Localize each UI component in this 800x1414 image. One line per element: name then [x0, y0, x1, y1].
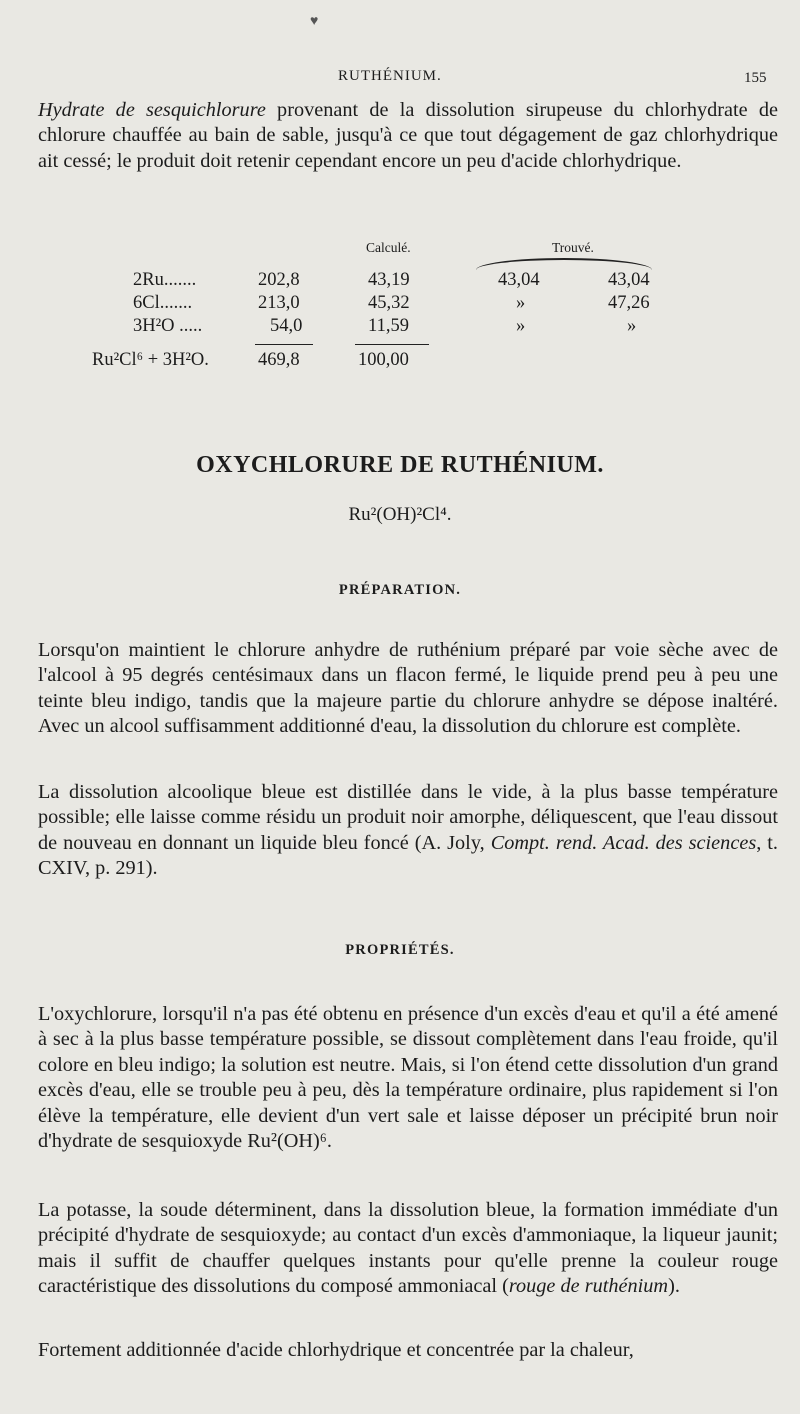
preparation-p2-end: , t. CXIV, p. 291).: [38, 831, 778, 880]
row-label: 2Ru.......: [133, 270, 197, 290]
intro-paragraph: [38, 98, 778, 174]
row-found1: »: [516, 316, 526, 336]
intro-text: provenant de la dissolution sirupeuse du chlorhydrate de chlorure chauffée au bain de sable, jusqu'à ce que tout dégagement de gaz chlorhydrique ait cessé; le produit doit retenir cependant encore un peu d'acide chlorhydrique.: [38, 99, 778, 172]
section-formula: Ru²(OH)²Cl⁴.: [348, 504, 452, 525]
total-label: Ru²Cl⁶ + 3H²O.: [92, 350, 209, 370]
analysis-table: [0, 238, 800, 388]
header-trouve: Trouvé.: [552, 240, 594, 255]
row-label: 6Cl.......: [133, 293, 193, 313]
preparation-paragraph-1: Lorsqu'on maintient le chlorure anhydre de ruthénium préparé par voie sèche avec de l'alcool à 95 degrés centésimaux dans un flacon fermé, le liquide prend peu à peu une teinte bleu indigo, tandis que la majeure partie du chlorure anhydre se dépose inaltéré. Avec un alcool suffisamment additionné d'eau, la dissolution du chlorure est complète.: [38, 639, 778, 738]
intro-italic-lead: Hydrate de sesquichlorure: [38, 99, 266, 121]
page-number: 155: [744, 70, 767, 86]
row-weight: 54,0: [270, 316, 303, 336]
preparation-p2-text: La dissolution alcoolique bleue est distillée dans le vide, à la plus basse température possible; elle laisse comme résidu un produit noir amorphe, déliquescent, que l'eau dissout de nouveau en donnant un liquide bleu foncé (A. Joly,: [38, 781, 778, 854]
calc-total-rule: [355, 344, 429, 345]
row-weight: 202,8: [258, 270, 300, 290]
printer-mark: ♥: [310, 14, 319, 29]
proprietes-p2-text: La potasse, la soude déterminent, dans la dissolution bleue, la formation immédiate d'un précipité d'hydrate de sesquioxyde; au contact d'un excès d'ammoniaque, la liqueur jaunit; mais il suffit de chauffer quelques instants pour qu'elle prenne la couleur rouge caractéristique des dissolutions du composé ammoniacal (: [38, 1199, 778, 1298]
row-calc: 11,59: [368, 316, 409, 336]
row-found2: 47,26: [608, 293, 650, 313]
weight-total-rule: [255, 344, 313, 345]
row-calc: 45,32: [368, 293, 410, 313]
proprietes-paragraph-2: [38, 1198, 778, 1300]
section-title: OXYCHLORURE DE RUTHÉNIUM.: [196, 452, 604, 478]
total-weight: 469,8: [258, 350, 300, 370]
citation-journal: Compt. rend. Acad. des sciences: [490, 831, 757, 854]
proprietes-paragraph-3: Fortement additionnée d'acide chlorhydrique et concentrée par la chaleur,: [38, 1339, 634, 1361]
proprietes-heading: PROPRIÉTÉS.: [345, 942, 455, 958]
rouge-de-ruthenium: rouge de ruthénium: [508, 1275, 669, 1298]
preparation-paragraph-2: [38, 780, 778, 882]
proprietes-paragraph-1: L'oxychlorure, lorsqu'il n'a pas été obtenu en présence d'un excès d'eau et qu'il a été amené à sec à la plus basse température possible, se dissout complètement dans l'eau froide, qu'il colore en bleu indigo; la solution est neutre. Mais, si l'on étend cette dissolution d'un grand excès d'eau, elle se trouble peu à peu, dès la température ordinaire, plus rapidement si l'on élève la température, elle devient d'un vert sale et laisse déposer un précipité brun noir d'hydrate de sesquioxyde Ru²(OH)⁶.: [38, 1003, 778, 1153]
total-calc: 100,00: [358, 350, 409, 370]
row-found1: »: [516, 293, 526, 313]
proprietes-p2-end: ).: [668, 1275, 680, 1298]
running-head: RUTHÉNIUM.: [338, 68, 442, 84]
trouve-brace: [476, 258, 652, 270]
header-calcule: Calculé.: [366, 240, 411, 255]
preparation-heading: PRÉPARATION.: [338, 582, 462, 598]
row-label: 3H²O .....: [133, 316, 203, 336]
row-found2: »: [627, 316, 637, 336]
page-header: [0, 14, 800, 92]
row-weight: 213,0: [258, 293, 300, 313]
row-found2: 43,04: [608, 270, 650, 290]
row-found1: 43,04: [498, 270, 540, 290]
row-calc: 43,19: [368, 270, 410, 290]
